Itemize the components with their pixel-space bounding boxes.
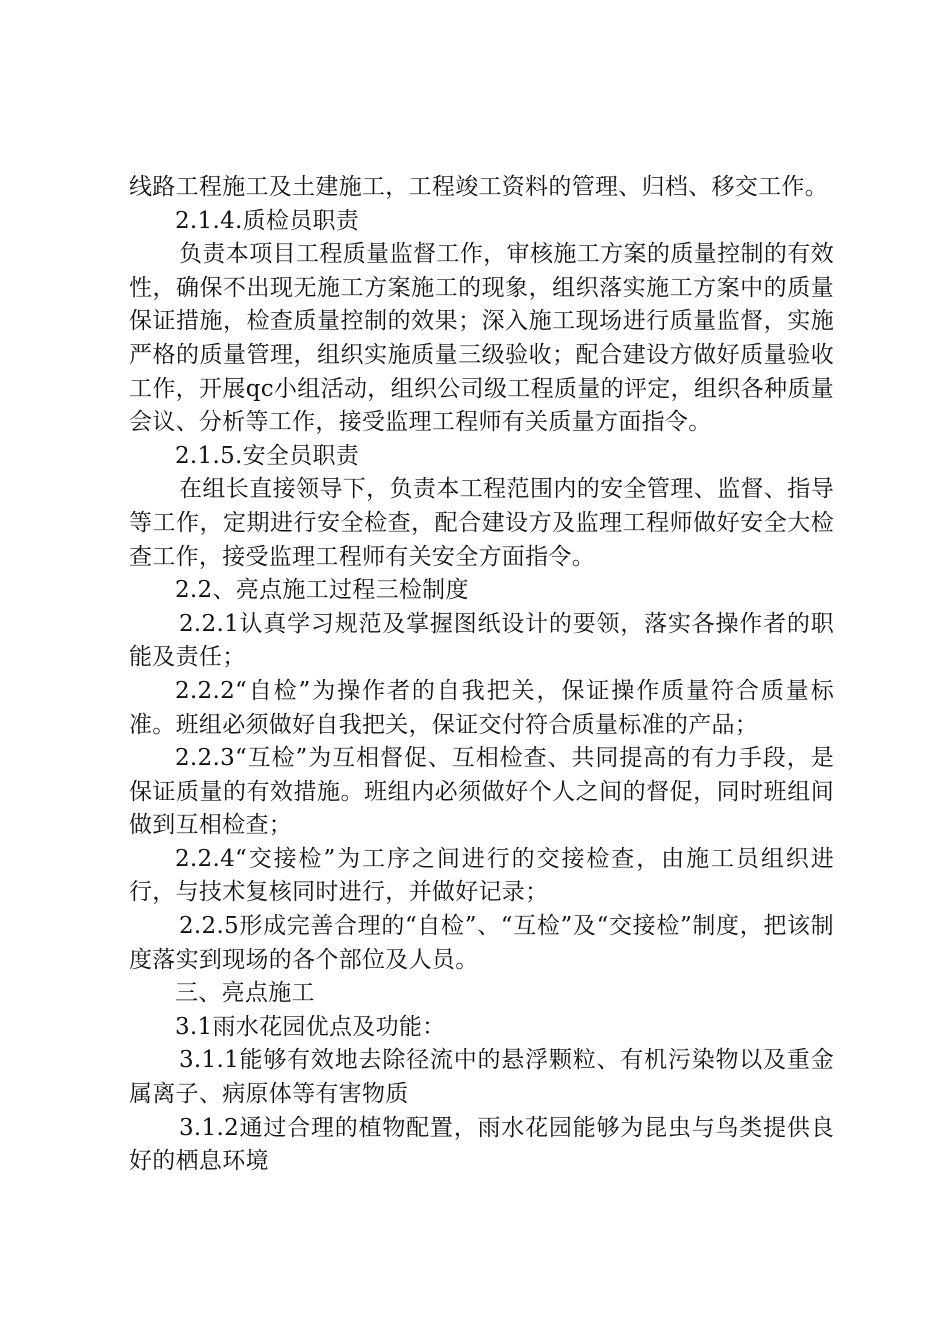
paragraph: 3.1.2通过合理的植物配置，雨水花园能够为昆虫与鸟类提供良好的栖息环境 — [129, 1114, 834, 1175]
paragraph: 负责本项目工程质量监督工作，审核施工方案的质量控制的有效性，确保不出现无施工方案施工的现象，组织落实施工方案中的质量保证措施，检查质量控制的效果；深入施工现场进行质量监督，实施严格的质量管理，组织实施质量三级验收；配合建设方做好质量验收工作，开展qc小组活动，组织公司级工程质量的评定，组织各种质量会议、分析等工作，接受监理工程师有关质量方面指令。 — [129, 241, 834, 436]
paragraph: 线路工程施工及土建施工，工程竣工资料的管理、归档、移交工作。 — [129, 174, 828, 200]
paragraph: 3.1.1能够有效地去除径流中的悬浮颗粒、有机污染物以及重金属离子、病原体等有害物质 — [129, 1047, 834, 1108]
paragraph: 2.2.2“自检”为操作者的自我把关，保证操作质量符合质量标准。班组必须做好自我把关，保证交付符合质量标准的产品； — [129, 677, 834, 738]
section-heading: 3.1雨水花园优点及功能： — [175, 1013, 446, 1040]
paragraph: 2.2.1认真学习规范及掌握图纸设计的要领，落实各操作者的职能及责任； — [129, 610, 834, 671]
document-body — [129, 171, 834, 1179]
paragraph: 2.2.3“互检”为互相督促、互相检查、共同提高的有力手段，是保证质量的有效措施。班组内必须做好个人之间的督促，同时班组间做到互相检查； — [129, 745, 834, 839]
section-heading: 2.2、亮点施工过程三检制度 — [175, 577, 469, 604]
paragraph: 在组长直接领导下，负责本工程范围内的安全管理、监督、指导等工作，定期进行安全检查，配合建设方及监理工程师做好安全大检查工作，接受监理工程师有关安全方面指令。 — [129, 476, 834, 570]
paragraph: 2.2.5形成完善合理的“自检”、“互检”及“交接检”制度，把该制度落实到现场的各个部位及人员。 — [129, 913, 834, 973]
section-heading: 2.1.5.安全员职责 — [175, 442, 360, 469]
section-heading: 2.1.4.质检员职责 — [175, 207, 360, 234]
paragraph: 2.2.4“交接检”为工序之间进行的交接检查，由施工员组织进行，与技术复核同时进行，并做好记录； — [129, 845, 834, 906]
section-heading: 三、亮点施工 — [175, 980, 315, 1007]
